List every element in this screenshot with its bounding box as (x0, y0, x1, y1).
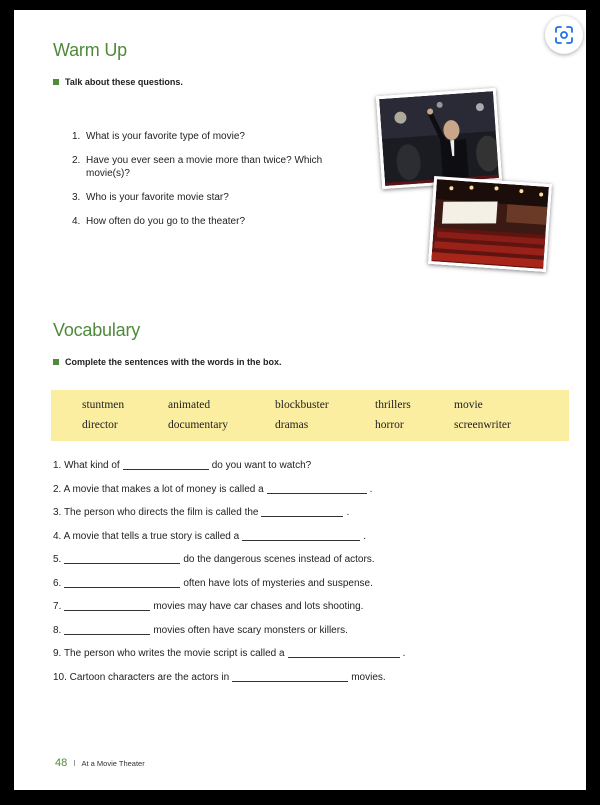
answer-blank[interactable] (261, 507, 343, 517)
word-box-item: movie (454, 399, 483, 411)
vocabulary-instruction-text: Complete the sentences with the words in the box. (65, 357, 282, 367)
word-box-item: thrillers (375, 399, 411, 411)
list-item (53, 601, 573, 625)
sentence-start: 8. (53, 624, 62, 636)
list-item (72, 191, 372, 204)
square-bullet-icon (53, 79, 59, 85)
list-item (53, 507, 573, 531)
google-lens-icon (554, 25, 574, 45)
word-box-item: blockbuster (275, 399, 329, 411)
answer-blank[interactable] (123, 460, 209, 470)
question-text: Who is your favorite movie star? (86, 192, 229, 203)
warm-up-instruction-text: Talk about these questions. (65, 77, 183, 87)
vocabulary-instruction (53, 357, 282, 367)
theater-photo (428, 176, 552, 272)
answer-blank[interactable] (267, 484, 367, 494)
sentence-start: 3. The person who directs the film is called the (53, 507, 259, 518)
textbook-page (14, 10, 586, 790)
answer-blank[interactable] (64, 625, 150, 635)
question-text: How often do you go to the theater? (86, 216, 245, 227)
sentence-start: 10. Cartoon characters are the actors in (53, 671, 230, 683)
unit-title: At a Movie Theater (81, 759, 145, 768)
list-item (72, 215, 372, 228)
sentence-start: 7. (53, 601, 62, 612)
answer-blank[interactable] (232, 672, 348, 682)
sentence-end: movies. (351, 671, 386, 683)
sentence-end: . (363, 530, 366, 542)
sentence-end: movies often have scary monsters or killers. (153, 624, 348, 636)
sentence-start: 4. A movie that tells a true story is called a (53, 530, 240, 542)
list-item (72, 130, 372, 143)
question-number: 4. (72, 216, 81, 227)
word-box-item: documentary (168, 419, 229, 431)
word-box-item: dramas (275, 419, 309, 431)
sentence-start: 2. A movie that makes a lot of money is called a (53, 483, 264, 495)
theater-image (431, 179, 552, 272)
warm-up-instruction (53, 77, 183, 87)
answer-blank[interactable] (64, 554, 180, 564)
vocabulary-sentences (53, 460, 573, 695)
list-item (72, 154, 372, 180)
word-box-item: animated (168, 399, 211, 411)
question-number: 2. (72, 155, 81, 166)
google-lens-button[interactable] (545, 16, 583, 54)
sentence-start: 5. (53, 554, 62, 565)
sentence-end: movies may have car chases and lots shooting. (153, 601, 364, 612)
sentence-end: do the dangerous scenes instead of actors. (183, 554, 375, 565)
question-number: 3. (72, 192, 81, 203)
sentence-start: 1. What kind of (53, 460, 120, 471)
red-carpet-photo (376, 88, 502, 189)
sentence-start: 9. The person who writes the movie script is called a (53, 648, 285, 659)
list-item (53, 578, 573, 602)
word-box-item: stuntmen (82, 399, 125, 411)
vocabulary-title: Vocabulary (53, 320, 141, 340)
answer-blank[interactable] (242, 531, 360, 541)
page-footer (55, 757, 145, 769)
list-item (53, 484, 573, 508)
warm-up-title: Warm Up (53, 40, 127, 60)
footer-separator: I (73, 759, 76, 768)
list-item (53, 554, 573, 578)
sentence-start: 6. (53, 577, 62, 589)
question-number: 1. (72, 131, 81, 142)
answer-blank[interactable] (288, 648, 400, 658)
list-item (53, 648, 573, 672)
list-item (53, 625, 573, 649)
answer-blank[interactable] (64, 578, 180, 588)
square-bullet-icon (53, 359, 59, 365)
word-box-item: horror (375, 419, 404, 431)
question-text: Have you ever seen a movie more than twice? Which movie(s)? (86, 155, 323, 179)
red-carpet-image (379, 91, 502, 189)
word-box-item: director (82, 419, 118, 431)
sentence-end: often have lots of mysteries and suspense. (183, 577, 373, 589)
list-item (53, 531, 573, 555)
word-box (51, 390, 569, 441)
list-item (53, 460, 573, 484)
question-text: What is your favorite type of movie? (86, 131, 245, 142)
sentence-end: . (402, 648, 406, 659)
answer-blank[interactable] (64, 601, 150, 611)
page-number: 48 (55, 757, 68, 769)
warm-up-questions (72, 130, 372, 239)
list-item (53, 672, 573, 696)
sentence-end: . (346, 507, 350, 518)
word-box-item: screenwriter (454, 419, 511, 431)
sentence-end: . (369, 483, 373, 495)
sentence-end: do you want to watch? (211, 460, 312, 471)
